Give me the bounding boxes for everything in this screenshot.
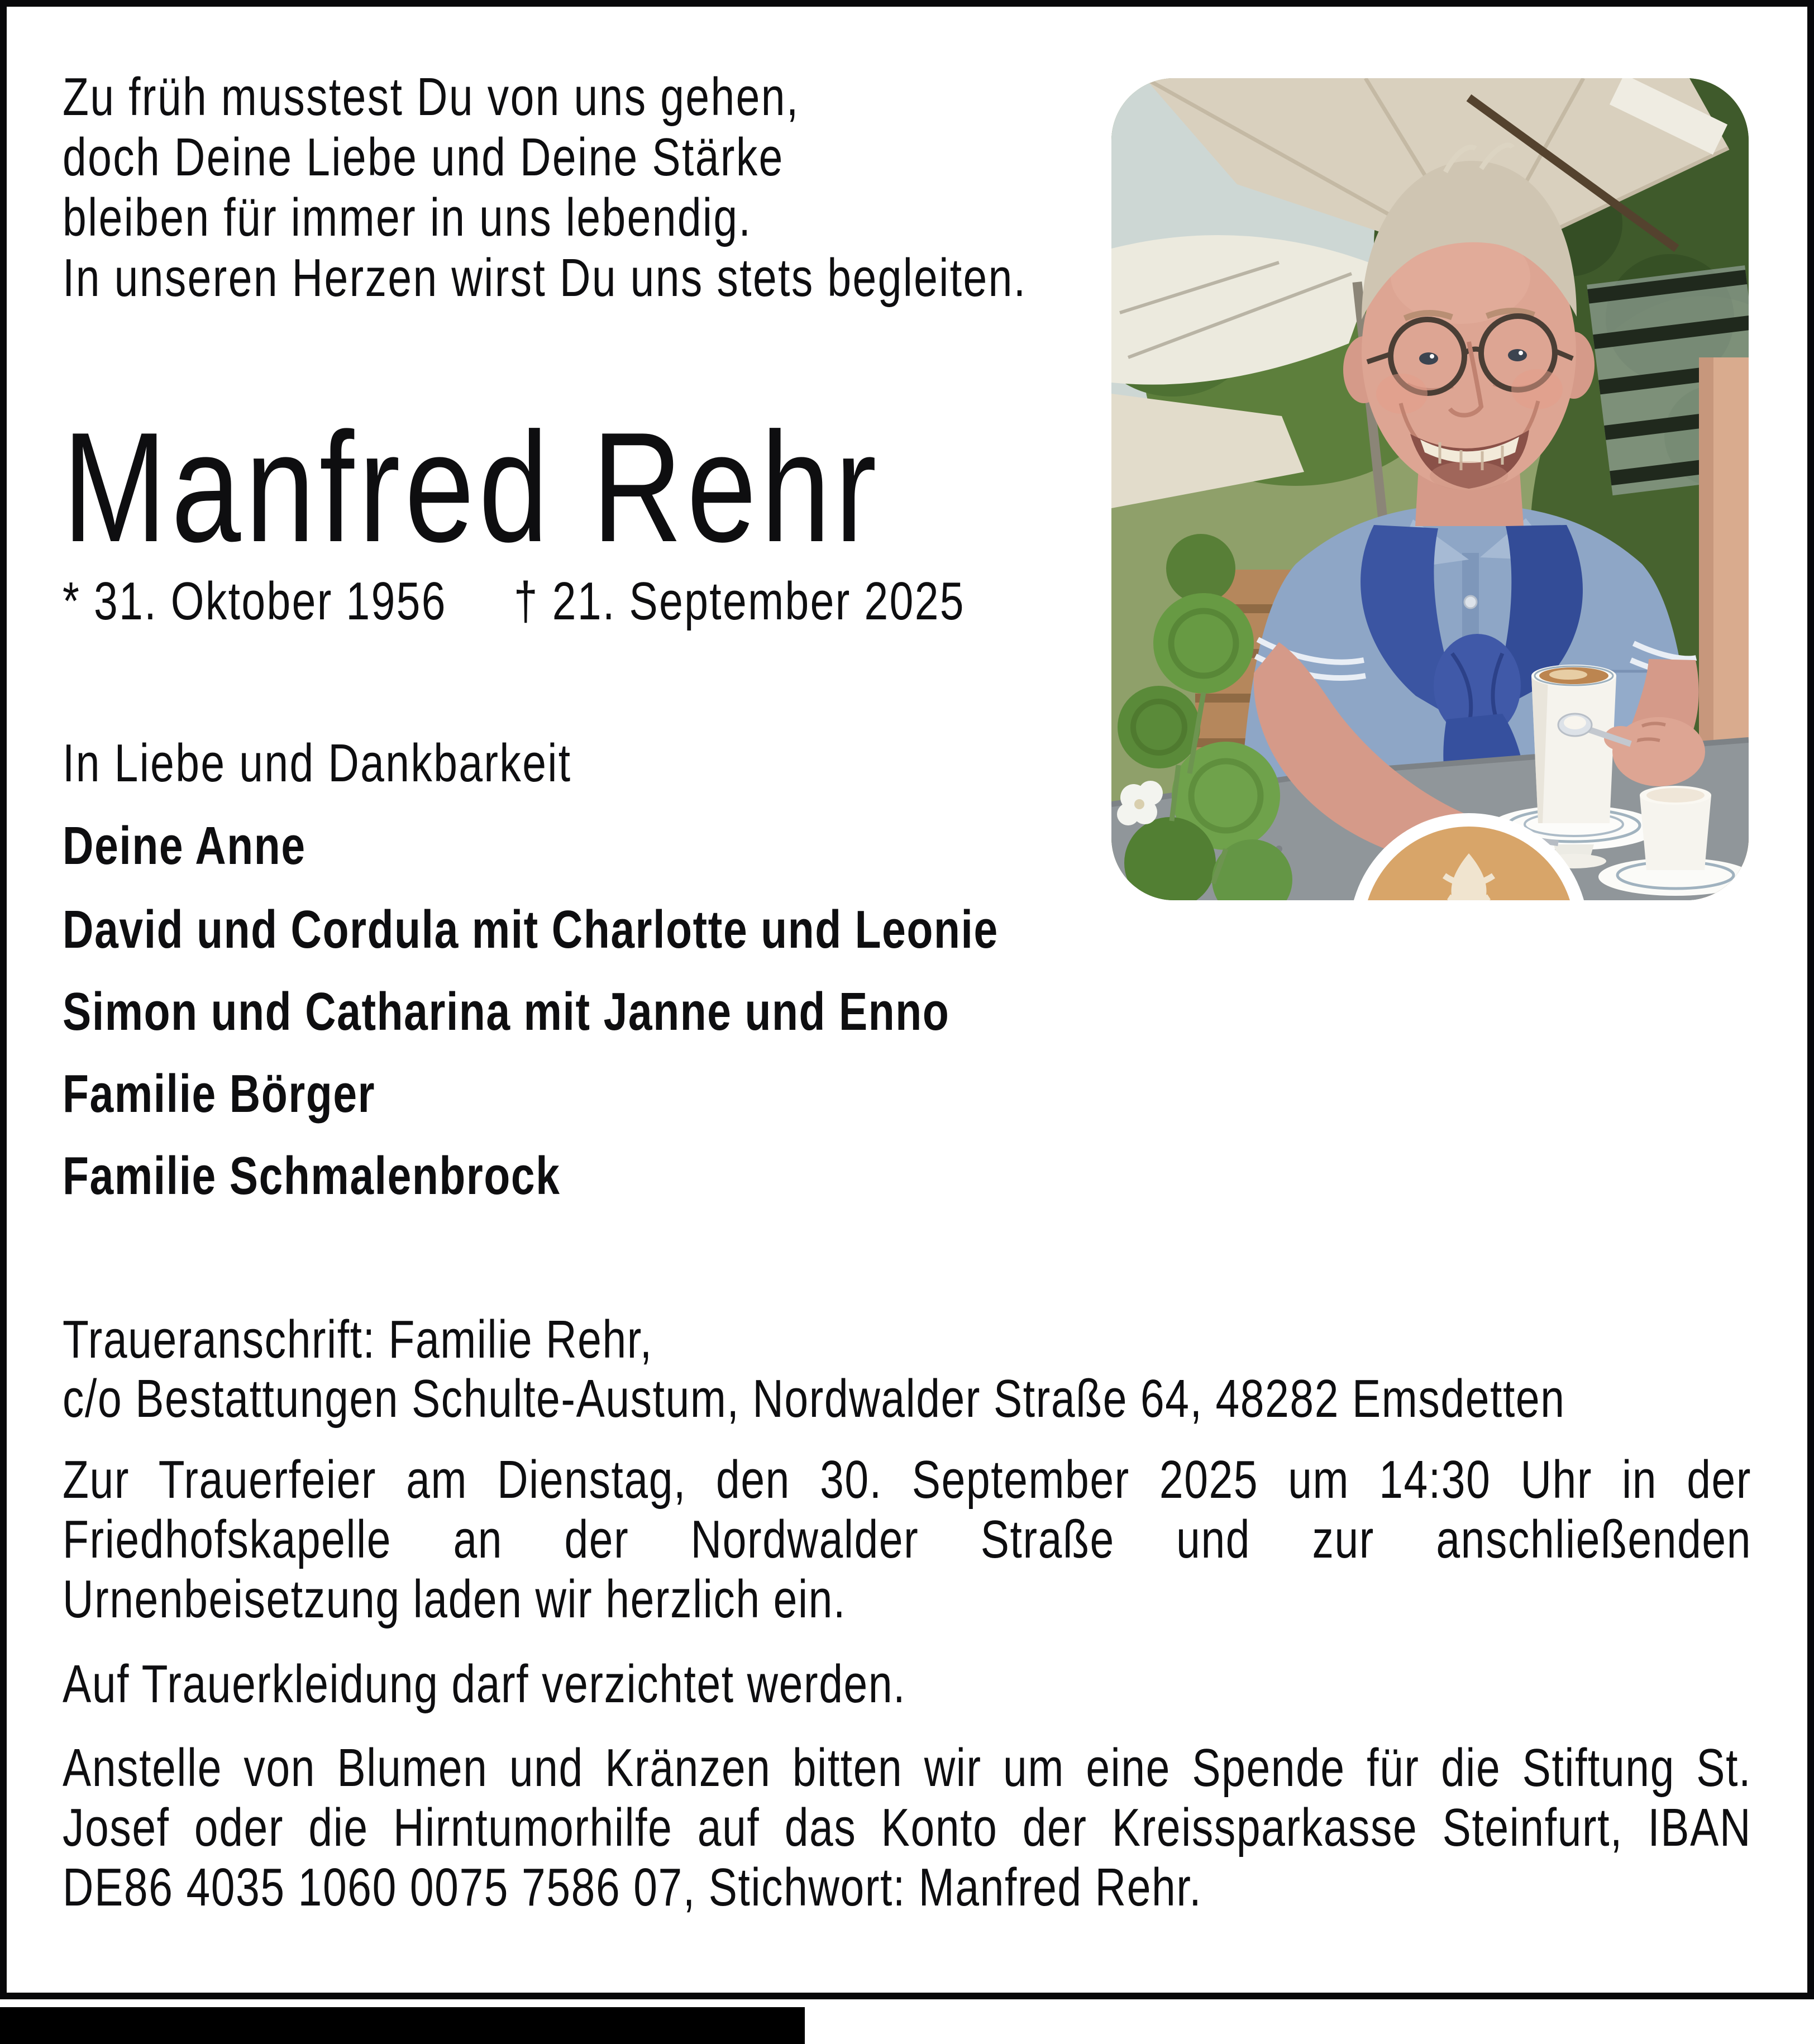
clothing-paragraph: Auf Trauerkleidung darf verzichtet werden. xyxy=(63,1654,906,1714)
poem-line: doch Deine Liebe und Deine Stärke xyxy=(63,127,784,187)
mourner-name: Familie Schmalenbrock xyxy=(63,1146,561,1206)
address-line: c/o Bestattungen Schulte-Austum, Nordwalder Straße 64, 48282 Emsdetten xyxy=(63,1369,1565,1429)
mourning-intro: In Liebe und Dankbarkeit xyxy=(63,733,572,793)
donation-paragraph: Anstelle von Blumen und Kränzen bitten wir um eine Spende für die Stiftung St. Josef oder die Hirntumorhilfe auf das Konto der Kreissparkasse Steinfurt, IBAN DE86 4035 1060 0075 7586 07, Stichwort: Manfred Rehr. xyxy=(63,1738,1751,1917)
memorial-photo xyxy=(1111,78,1749,900)
memorial-poem xyxy=(63,67,1027,308)
adjacent-notice-fragment xyxy=(0,2007,805,2044)
deceased-name: Manfred Rehr xyxy=(63,400,881,575)
memorial-photo-illustration xyxy=(1111,78,1749,900)
mourner-name: Simon und Catharina mit Janne und Enno xyxy=(63,982,950,1042)
life-dates xyxy=(63,571,965,632)
birth-date: * 31. Oktober 1956 xyxy=(63,571,447,631)
mourner-name: Deine Anne xyxy=(63,816,306,876)
address-line: Traueranschrift: Familie Rehr, xyxy=(63,1310,653,1369)
poem-line: bleiben für immer in uns lebendig. xyxy=(63,188,752,247)
mourning-address xyxy=(63,1310,1565,1429)
mourner-name: David und Cordula mit Charlotte und Leonie xyxy=(63,900,999,959)
poem-line: Zu früh musstest Du von uns gehen, xyxy=(63,67,800,127)
death-date: † 21. September 2025 xyxy=(513,571,965,631)
funeral-paragraph: Zur Trauerfeier am Dienstag, den 30. September 2025 um 14:30 Uhr in der Friedhofskapelle an der Nordwalder Straße und zur anschließenden Urnenbeisetzung laden wir herzlich ein. xyxy=(63,1450,1751,1629)
poem-line: In unseren Herzen wirst Du uns stets begleiten. xyxy=(63,248,1027,308)
mourner-name: Familie Börger xyxy=(63,1064,376,1124)
